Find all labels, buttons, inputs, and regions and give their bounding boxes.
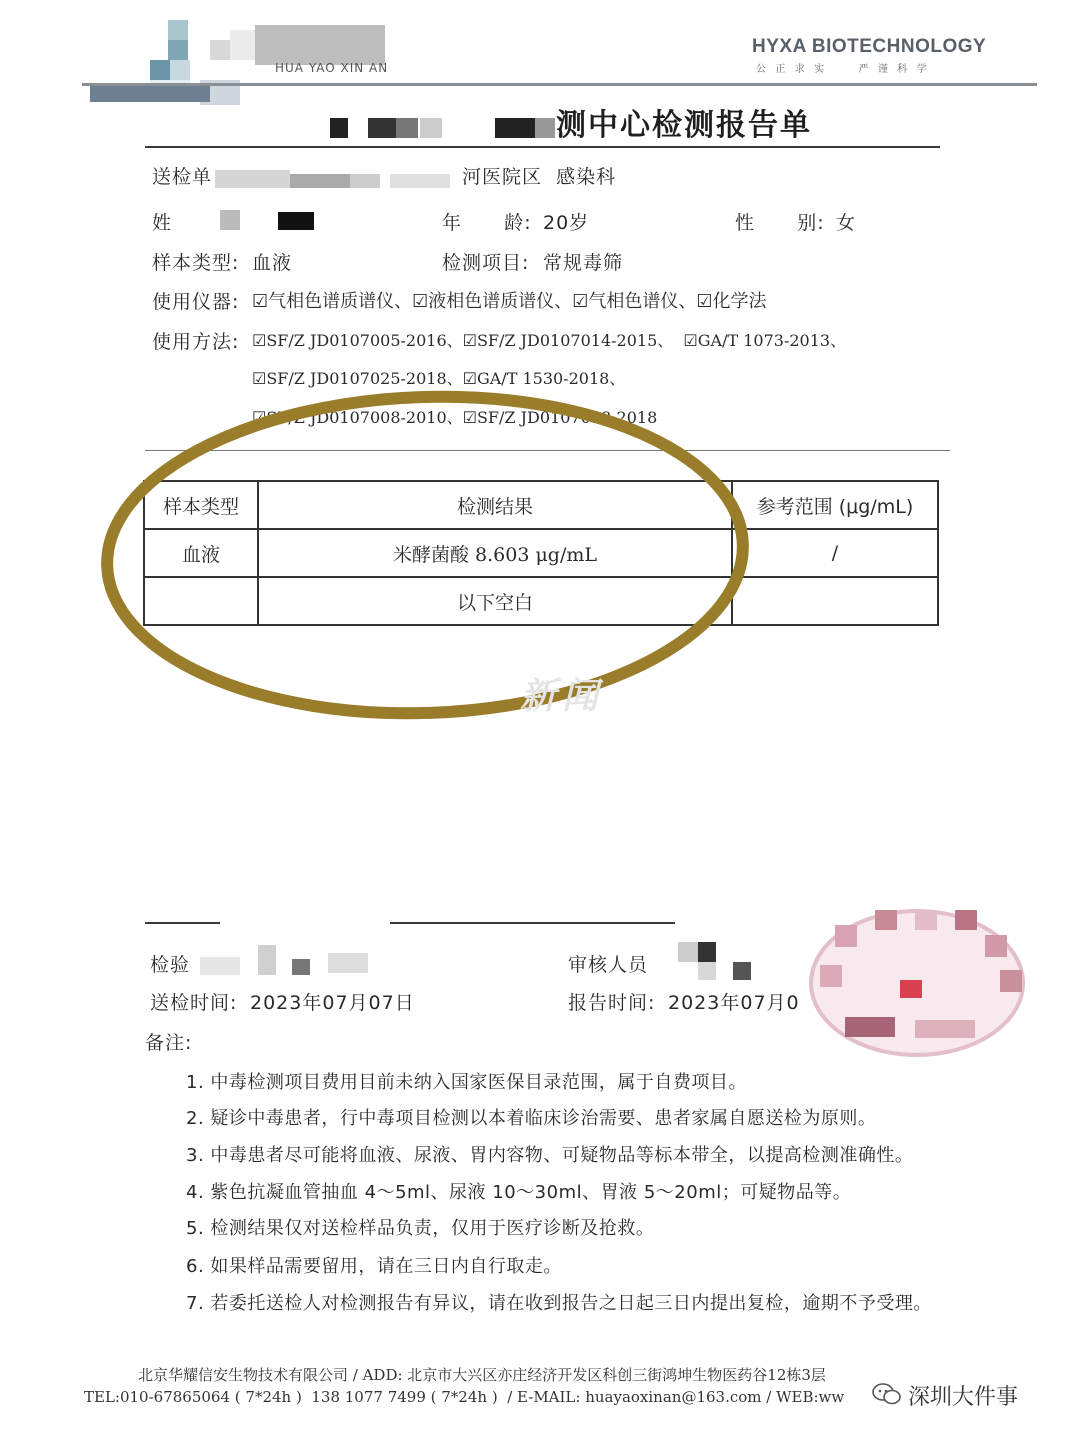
test-item-label: 检测项目:: [442, 252, 530, 274]
wechat-account-name: 深圳大件事: [908, 1385, 1019, 1410]
table-header-cell: 样本类型: [144, 481, 258, 529]
reviewer-label: 审核人员: [568, 954, 649, 976]
remark-item: 5. 检测结果仅对送检样品负责，仅用于医疗诊断及抢救。: [186, 1218, 655, 1239]
footer-company: 北京华耀信安生物技术有限公司 / ADD: 北京市大兴区亦庄经济开发区科创三街鸿坤生物医药谷12栋3层: [138, 1366, 826, 1384]
table-cell: 以下空白: [258, 577, 732, 625]
remark-item: 7. 若委托送检人对检测报告有异议，请在收到报告之日起三日内提出复检，逾期不予受理。: [186, 1293, 932, 1314]
remark-item: 1. 中毒检测项目费用目前未纳入国家医保目录范围，属于自费项目。: [186, 1072, 747, 1093]
footer-contact: TEL:010-67865064 ( 7*24h ) 138 1077 7499 ( 7*24h ) / E-MAIL: huayaoxinan@163.com / WEB:ww: [84, 1388, 845, 1406]
sample-type-value: 血液: [252, 252, 293, 274]
inspector-mask: [200, 945, 380, 975]
submit-unit-value: 河医院区 感染科: [462, 166, 617, 188]
table-cell: 血液: [144, 529, 258, 577]
left-logo-text: HUA YAO XIN AN: [275, 61, 389, 75]
submit-time-value: 2023年07月07日: [250, 992, 415, 1014]
instrument-label: 使用仪器:: [152, 291, 240, 313]
instrument-value: ☑气相色谱质谱仪、☑液相色谱质谱仪、☑气相色谱仪、☑化学法: [252, 291, 767, 312]
report-time-value: 2023年07月0: [668, 992, 800, 1014]
method-label: 使用方法:: [152, 331, 240, 353]
remark-item: 6. 如果样品需要留用，请在三日内自行取走。: [186, 1256, 562, 1277]
age-value: 20岁: [543, 212, 590, 234]
sign-rule-left: [145, 922, 220, 924]
remark-item: 3. 中毒患者尽可能将血液、尿液、胃内容物、可疑物品等标本带全，以提高检测准确性。: [186, 1145, 914, 1166]
remarks-label: 备注:: [145, 1032, 193, 1054]
remark-item: 4. 紫色抗凝血管抽血 4～5ml、尿液 10～30ml、胃液 5～20ml；可疑物品等。: [186, 1182, 852, 1203]
brand-tagline: 公 正 求 实 严 谨 科 学: [756, 64, 928, 75]
name-label: 姓: [152, 212, 173, 234]
gender-value: 女: [836, 212, 857, 234]
sign-rule-mid: [390, 922, 675, 924]
table-header-cell: 参考范围 (μg/mL): [732, 481, 938, 529]
wechat-icon: [872, 1382, 902, 1406]
table-cell: /: [732, 529, 938, 577]
report-time-label: 报告时间:: [568, 992, 656, 1014]
test-item-value: 常规毒筛: [543, 252, 624, 274]
table-header-cell: 检测结果: [258, 481, 732, 529]
sample-type-label: 样本类型:: [152, 252, 240, 274]
official-stamp: [805, 905, 1030, 1060]
gender-label: 性 别:: [735, 212, 825, 234]
method-line-2: ☑SF/Z JD0107025-2018、☑GA/T 1530-2018、: [252, 369, 626, 388]
submit-time-label: 送检时间:: [150, 992, 238, 1014]
inspector-label: 检验: [150, 954, 191, 976]
watermark: 新闻: [520, 675, 605, 717]
table-cell: 米酵菌酸 8.603 μg/mL: [258, 529, 732, 577]
report-title: 测中心检测报告单: [556, 108, 812, 143]
reviewer-mask: [678, 942, 788, 982]
method-line-3: ☑SF/Z JD0107008-2010、☑SF/Z JD0107018-2018: [252, 408, 658, 427]
brand-name: HYXA BIOTECHNOLOGY: [752, 36, 987, 57]
submit-unit-label: 送检单: [152, 166, 213, 188]
age-label: 年 龄:: [442, 212, 532, 234]
method-line-1: ☑SF/Z JD0107005-2016、☑SF/Z JD0107014-2015、 ☑GA/T 1073-2013、: [252, 331, 847, 350]
remark-item: 2. 疑诊中毒患者，行中毒项目检测以本着临床诊治需要、患者家属自愿送检为原则。: [186, 1108, 877, 1129]
